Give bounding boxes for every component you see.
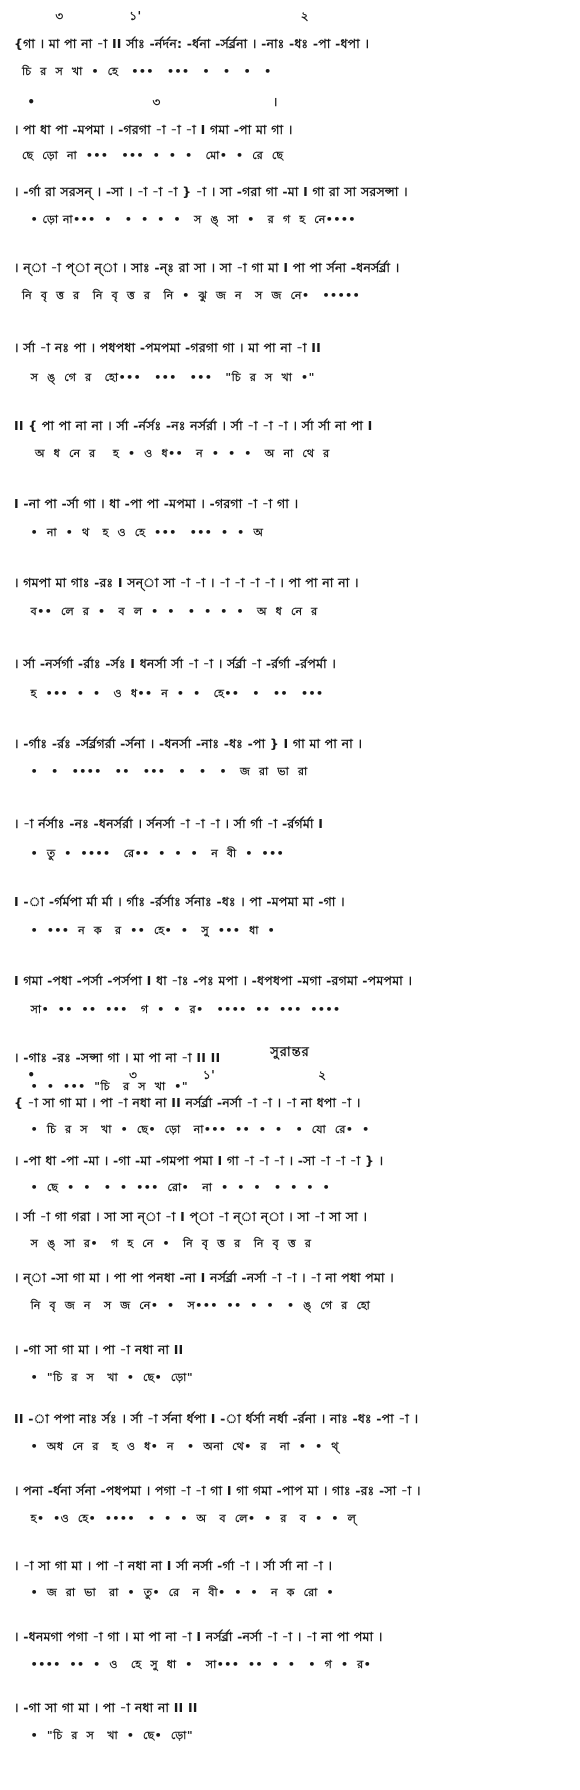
notation-notes-line [0,1209,580,1224]
notation-notes-line [0,496,580,511]
lyric-syllables: চি র স খা • হে ••• ••• • • • • [22,65,272,78]
notation-lyric-line [0,1371,580,1384]
swara-notes: । -গা সা গা মা । পা -া নধা না II II [14,1700,198,1715]
notation-notes-line [0,575,580,590]
notation-notes-line [0,122,580,137]
lyric-syllables: • না • থ হ ও হে ••• ••• • • অ [22,526,264,539]
swara-notes: I -না পা -র্সা গা । ধা -পা পা -মপমা । -গরগা -া -া গা । [14,496,299,511]
notation-marks-line [0,9,580,23]
notation-notes-line [0,1153,580,1168]
notation-lyric-line [0,1512,580,1525]
notation-notes-line [0,418,580,433]
lyric-syllables: • অধ নে র হ ও ধ• ন • অনা থে• র না • • থ্ [22,1440,339,1453]
lyric-syllables: • ••• ন ক র •• হে• • সু ••• ধা • [22,924,276,937]
notation-lyric-line [0,1003,580,1016]
notation-lyric-line [0,371,580,384]
swara-notes: । -গা সা গা মা । পা -া নধা না II [14,1342,184,1357]
lyric-syllables: • জ রা ভা রা • তু• রে ন বী• • • ন ক রো • [22,1586,335,1599]
lyric-syllables: • • ••• "চি র স খা •" [22,1080,189,1093]
lyric-syllables: হ• •ও হে• •••• • • • অ ব লে• • র ব • • ল্ [22,1512,357,1525]
swara-notes: । পা ধা পা -মপমা । -গরগা -া -া -া I গমা -পা মা গা । [14,122,293,137]
notation-lyric-line [0,1123,580,1136]
lyric-syllables: নি বৃ জ ন স জ নে• • স••• •• • • • ঙ্ গে র হো [22,1299,371,1312]
notation-notes-line [0,656,580,671]
lyric-syllables: • চি র স খা • ছে• ড়ো না••• •• • • • যো রে• • [22,1123,370,1136]
swara-notes: {গা । মা পা না -া II র্সাঃ -র্নর্দন: -র্ধনা -র্সর্র্রনা । -নাঃ -ধঃ -পা -ধপা । [14,36,370,51]
lyric-syllables: ছে ড়ো না ••• ••• • • • মো• • রে ছে [22,149,284,162]
notation-lyric-line [0,447,580,460]
notation-lyric-line [0,526,580,539]
swara-notes: । -গাঃ -রঃ -সন্সা গা । মা পা না -া II II [14,1050,221,1065]
swara-notes: । -া সা গা মা । পা -া নধা না I র্সা নর্সা -র্গা -া । র্সা র্সা না -া । [14,1558,333,1573]
notation-lyric-line [0,1181,580,1194]
notation-notes-line [0,1558,580,1573]
swara-notes: । -া র্নর্সাঃ -নঃ -ধনর্সর্রা । র্সনর্সা -া -া -া । র্সা র্গা -া -র্রর্গর্মা I [14,816,324,831]
swara-notes: I গমা -পধা -পর্সা -পর্সপা I ধা -াঃ -পঃ মপা । -ধপধপা -মগা -রগমা -পমপমা । [14,973,413,988]
swara-notes: । -র্গাঃ -র্রঃ -র্সর্র্রগর্রা -র্সনা । -ধনর্সা -নাঃ -ধঃ -পা } I গা মা পা না । [14,736,363,751]
swara-notes: । -র্গা রা সরসন্ । -সা । -া -া -া } -া । সা -গরা গা -মা I গা রা সা সরসন্সা । [14,184,408,199]
lyric-syllables: • "চি র স খা • ছে• ড়ো" [22,1729,194,1742]
lyric-syllables: ব•• লে র • ব ল • • • • • • অ ধ নে র [22,605,318,618]
notation-notes-line [0,736,580,751]
swara-notes: । ন্া -সা গা মা । পা পা পনধা -না I নর্সর্র্রা -নর্সা -া -া । -া না পধা পমা । [14,1270,394,1285]
notation-notes-line [0,36,580,51]
lyric-syllables: হ ••• • • ও ধ•• ন • • হে•• • •• ••• [22,687,324,700]
beat-marks: • ৩ ১' ২ [18,1068,327,1082]
swara-notes: { -া সা গা মা । পা -া নধা না II নর্সর্র্রা -নর্সা -া -া । -া না ধপা -া । [14,1095,361,1110]
notation-notes-line [0,1270,580,1285]
lyric-syllables: • • •••• •• ••• • • • জ রা ভা রা [22,765,308,778]
lyric-syllables: নি বৃ ত্ত র নি বৃ ত্ত র নি • ঝু জ ন স জ নে• ••••• [22,289,361,302]
notation-lyric-line [0,605,580,618]
notation-lyric-line [0,65,580,78]
notation-notes-line [0,260,580,275]
swara-notes: । র্সা -নর্সর্গা -র্রাঃ -র্সঃ I ধনর্সা র্সা -া -া । র্সর্র্রা -া -র্রর্গা -র্রপর্মা । [14,656,337,671]
section-title: সুরান্তর [270,1045,310,1060]
lyric-syllables: •••• •• • ও হে সু ধা • সা••• •• • • • গ • র• [22,1658,372,1671]
notation-notes-line [0,340,580,355]
notation-notes-line [0,1629,580,1644]
beat-marks: ৩ ১' ২ [18,9,310,23]
notation-lyric-line [0,149,580,162]
lyric-syllables: স ঙ্ সা র• গ হ নে • নি বৃ ত্ত র নি বৃ ত্ত র [22,1237,312,1250]
lyric-syllables: অ ধ নে র হ • ও ধ•• ন • • • অ না থে র [22,447,330,460]
swara-notes: I -া -র্গর্মপা র্মা র্মা । র্গাঃ -র্রর্সাঃ র্সনাঃ -ধঃ । পা -মপমা মা -গা । [14,894,345,909]
swara-notes: II { পা পা না না । র্সা -র্নর্সঃ -নঃ নর্সর্রা । র্সা -া -া -া । র্সা র্সা না পা I [14,418,373,433]
swara-notes: II -া পপা নাঃ র্সঃ । র্সা -া র্সনা র্ধপা I -া র্ধর্সা নর্ধা -র্রনা । নাঃ -ধঃ -পা -া । [14,1411,419,1426]
notation-notes-line [0,1411,580,1426]
notation-lyric-line [0,1237,580,1250]
swara-notes: । পনা -র্ধনা র্সনা -পধপমা । পগা -া -া গা I গা গমা -পাপ মা । গাঃ -রঃ -সা -া । [14,1483,421,1498]
notation-notes-line [0,1342,580,1357]
swara-notes: । র্সা -া নঃ পা । পধপধা -পমপমা -গরগা গা । মা পা না -া II [14,340,322,355]
notation-marks-line [0,1068,580,1082]
notation-lyric-line [0,847,580,860]
swara-notes: । র্সা -া গা গরা । সা সা ন্া -া I প্া -া ন্া ন্া । সা -া সা সা । [14,1209,368,1224]
lyric-syllables: সা• •• •• ••• গ • • র• •••• •• ••• •••• [22,1003,341,1016]
lyric-syllables: • "চি র স খা • ছে• ড়ো" [22,1371,194,1384]
notation-lyric-line [0,1440,580,1453]
lyric-syllables: • ছে • • • • ••• রো• না • • • • • • • [22,1181,331,1194]
swara-notes: । ন্া -া প্া ন্া । সাঃ -ন্ঃ রা সা । সা -া গা মা I পা পা র্সনা -ধনর্সর্র্রা । [14,260,400,275]
notation-lyric-line [0,1586,580,1599]
notation-lyric-line [0,924,580,937]
notation-lyric-line [0,765,580,778]
notation-lyric-line [0,1299,580,1312]
notation-notes-line [0,1700,580,1715]
notation-notes-line [0,1095,580,1110]
notation-notes-line [0,1483,580,1498]
swara-notes: । -ধনমগা পগা -া গা । মা পা না -া I নর্সর্র্রা -নর্সা -া -া । -া না পা পমা । [14,1629,383,1644]
notation-lyric-line [0,687,580,700]
beat-marks: • ৩ । [18,95,278,109]
swara-notes: । -পা ধা -পা -মা । -গা -মা -গমপা পমা I গা -া -া -া । -সা -া -া -া } । [14,1153,384,1168]
notation-notes-line [0,894,580,909]
notation-notes-line [0,973,580,988]
notation-lyric-line [0,1658,580,1671]
swara-notes: । গমপা মা গাঃ -রঃ I সন্া সা -া -া । -া -া -া -া । পা পা না না । [14,575,359,590]
notation-notes-line [0,816,580,831]
lyric-syllables: • তু • •••• রে•• • • • ন বী • ••• [22,847,285,860]
notation-notes-line [0,184,580,199]
lyric-syllables: স ঙ্ গে র হো••• ••• ••• "চি র স খা •" [22,371,315,384]
notation-lyric-line [0,1729,580,1742]
notation-lyric-line [0,289,580,302]
notation-lyric-line [0,213,580,226]
lyric-syllables: • ড়ো না••• • • • • • স ঙ্ সা • র গ হ নে•••• [22,213,356,226]
notation-marks-line [0,95,580,109]
